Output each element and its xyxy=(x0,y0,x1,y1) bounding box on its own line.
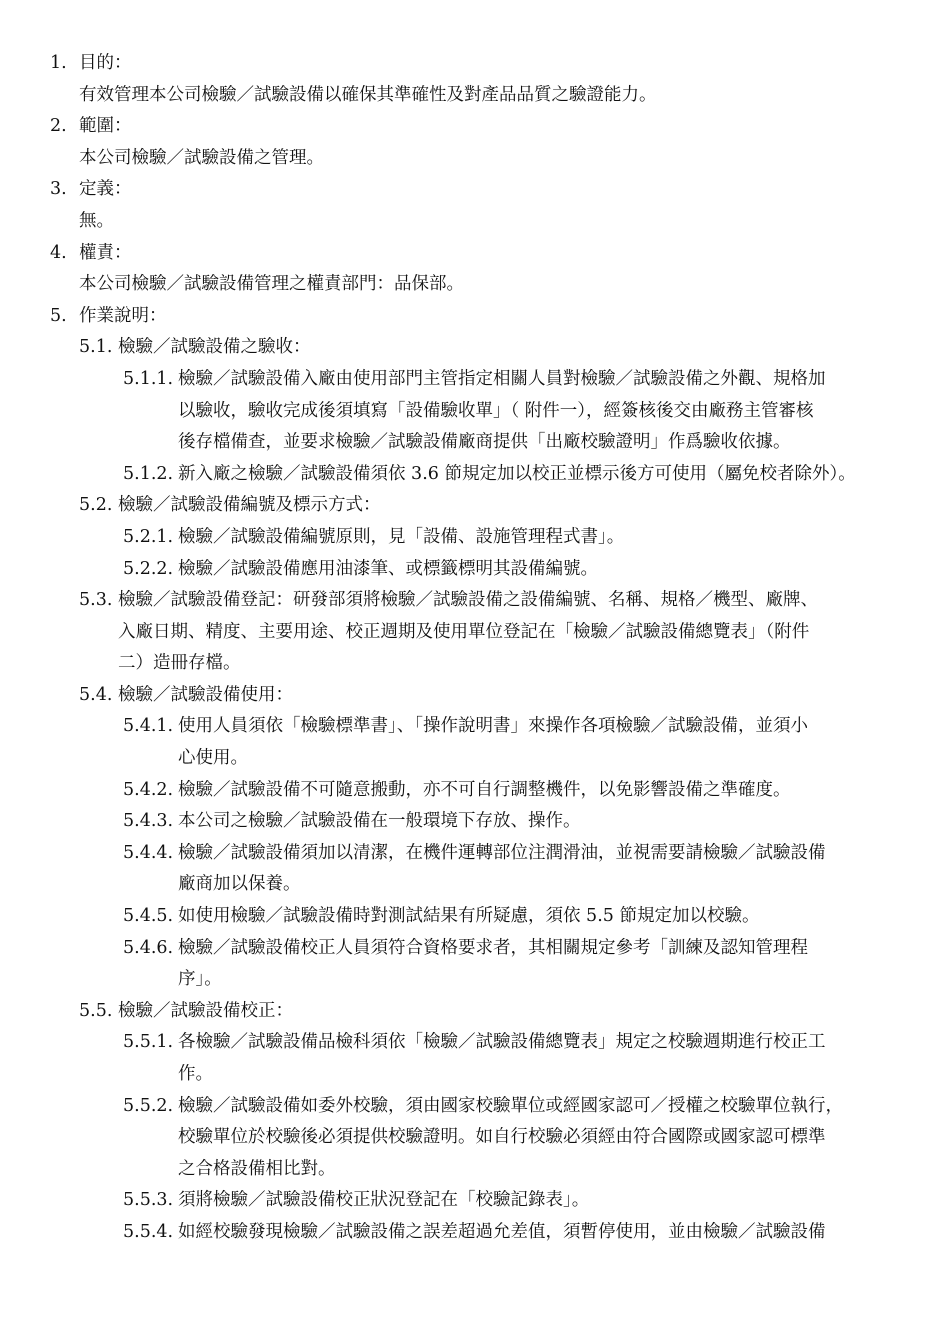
section-text: 檢驗／試驗設備登記：研發部須將檢驗／試驗設備之設備編號、名稱、規格／機型、廠牌、 xyxy=(118,590,818,611)
section-line xyxy=(0,585,950,617)
section-line xyxy=(0,490,950,522)
section-line xyxy=(0,1091,950,1123)
section-text: 使用人員須依「檢驗標準書」、「操作說明書」來操作各項檢驗／試驗設備，並須小 xyxy=(178,716,808,737)
section-number: 5.4.5. xyxy=(123,906,174,927)
section-line xyxy=(0,775,950,807)
section-number: 5.4.4. xyxy=(123,842,174,863)
section-text: 範圍： xyxy=(79,116,132,137)
section-text: 無。 xyxy=(79,210,114,231)
section-line xyxy=(0,933,950,965)
section-number: 5.2.2. xyxy=(123,558,174,579)
section-number: 5.3. xyxy=(79,590,113,611)
section-text: 以驗收，驗收完成後須填寫「設備驗收單」（ 附件一），經簽核後交由廠務主管審核 xyxy=(178,400,814,421)
section-text: 校驗單位於校驗後必須提供校驗證明。如自行校驗必須經由符合國際或國家認可標準 xyxy=(178,1127,826,1148)
section-number: 5. xyxy=(50,305,67,326)
section-number: 5.4.6. xyxy=(123,937,174,958)
continuation-line xyxy=(0,743,950,775)
section-line xyxy=(0,301,950,333)
continuation-line xyxy=(0,869,950,901)
section-text: 各檢驗／試驗設備品檢科須依「檢驗／試驗設備總覽表」規定之校驗週期進行校正工 xyxy=(178,1032,826,1053)
section-text: 檢驗／試驗設備須加以清潔，在機件運轉部位注潤滑油，並視需要請檢驗／試驗設備 xyxy=(178,842,826,863)
section-line xyxy=(0,459,950,491)
section-text: 檢驗／試驗設備編號原則，見「設備、設施管理程式書」。 xyxy=(178,526,625,547)
procedure-body xyxy=(0,48,950,1249)
section-line xyxy=(0,238,950,270)
continuation-line xyxy=(0,1122,950,1154)
section-line xyxy=(0,1185,950,1217)
section-number: 5.1.2. xyxy=(123,463,174,484)
section-line xyxy=(0,901,950,933)
continuation-line xyxy=(0,964,950,996)
section-number: 5.1. xyxy=(79,337,113,358)
section-number: 5.5.3. xyxy=(123,1190,174,1211)
section-line xyxy=(0,711,950,743)
section-number: 5.4.1. xyxy=(123,716,174,737)
section-text: 本公司之檢驗／試驗設備在一般環境下存放、操作。 xyxy=(178,811,581,832)
section-text: 後存檔備查，並要求檢驗／試驗設備廠商提供「出廠校驗證明」作爲驗收依據。 xyxy=(178,432,791,453)
section-text: 有效管理本公司檢驗／試驗設備以確保其準確性及對產品品質之驗證能力。 xyxy=(79,84,657,105)
section-text: 入廠日期、精度、主要用途、校正週期及使用單位登記在「檢驗／試驗設備總覽表」（附件 xyxy=(118,621,810,642)
section-line xyxy=(0,522,950,554)
section-number: 5.1.1. xyxy=(123,368,174,389)
section-text: 目的： xyxy=(79,53,132,73)
section-text: 檢驗／試驗設備校正： xyxy=(118,1000,293,1021)
continuation-line xyxy=(0,143,950,175)
section-number: 5.4. xyxy=(79,684,113,705)
section-number: 5.2.1. xyxy=(123,526,174,547)
section-line xyxy=(0,174,950,206)
section-line xyxy=(0,332,950,364)
section-text: 須將檢驗／試驗設備校正狀況登記在「校驗記錄表」。 xyxy=(178,1190,590,1211)
section-text: 二）造冊存檔。 xyxy=(118,653,241,674)
section-line xyxy=(0,838,950,870)
section-number: 1. xyxy=(50,53,67,73)
section-text: 檢驗／試驗設備如委外校驗，須由國家校驗單位或經國家認可／授權之校驗單位執行， xyxy=(178,1095,843,1116)
continuation-line xyxy=(0,206,950,238)
section-number: 5.5.1. xyxy=(123,1032,174,1053)
section-line xyxy=(0,554,950,586)
section-text: 檢驗／試驗設備應用油漆筆、或標籤標明其設備編號。 xyxy=(178,558,598,579)
section-number: 5.4.2. xyxy=(123,779,174,800)
section-number: 2. xyxy=(50,116,67,137)
section-text: 檢驗／試驗設備校正人員須符合資格要求者，其相關規定參考「訓練及認知管理程 xyxy=(178,937,808,958)
continuation-line xyxy=(0,396,950,428)
section-number: 5.5. xyxy=(79,1000,113,1021)
section-line xyxy=(0,680,950,712)
section-number: 5.5.2. xyxy=(123,1095,174,1116)
section-text: 如經校驗發現檢驗／試驗設備之誤差超過允差值，須暫停使用，並由檢驗／試驗設備 xyxy=(178,1221,826,1242)
continuation-line xyxy=(0,80,950,112)
section-number: 4. xyxy=(50,242,67,263)
section-text: 定義： xyxy=(79,179,132,200)
continuation-line xyxy=(0,269,950,301)
continuation-line xyxy=(0,1059,950,1091)
section-text: 序」。 xyxy=(178,969,222,990)
section-text: 心使用。 xyxy=(178,748,248,769)
section-line xyxy=(0,364,950,396)
continuation-line xyxy=(0,1154,950,1186)
continuation-line xyxy=(0,648,950,680)
section-text: 本公司檢驗／試驗設備之管理。 xyxy=(79,147,324,168)
section-line xyxy=(0,996,950,1028)
section-number: 5.4.3. xyxy=(123,811,174,832)
section-number: 5.2. xyxy=(79,495,113,516)
continuation-line xyxy=(0,427,950,459)
section-text: 檢驗／試驗設備編號及標示方式： xyxy=(118,495,381,516)
section-line xyxy=(0,111,950,143)
section-text: 檢驗／試驗設備不可隨意搬動，亦不可自行調整機件，以免影響設備之準確度。 xyxy=(178,779,791,800)
section-text: 檢驗／試驗設備之驗收： xyxy=(118,337,311,358)
section-number: 3. xyxy=(50,179,67,200)
section-line xyxy=(0,1027,950,1059)
section-number: 5.5.4. xyxy=(123,1221,174,1242)
section-text: 檢驗／試驗設備使用： xyxy=(118,684,293,705)
section-text: 檢驗／試驗設備入廠由使用部門主管指定相關人員對檢驗／試驗設備之外觀、規格加 xyxy=(178,368,826,389)
section-text: 如使用檢驗／試驗設備時對測試結果有所疑慮，須依 5.5 節規定加以校驗。 xyxy=(178,906,760,927)
section-text: 作業說明： xyxy=(79,305,167,326)
section-text: 之合格設備相比對。 xyxy=(178,1158,336,1179)
section-line xyxy=(0,1217,950,1249)
continuation-line xyxy=(0,617,950,649)
section-text: 作。 xyxy=(178,1064,213,1084)
section-line xyxy=(0,806,950,838)
section-line xyxy=(0,48,950,80)
section-text: 廠商加以保養。 xyxy=(178,874,301,895)
section-text: 權責： xyxy=(79,242,132,263)
section-text: 新入廠之檢驗／試驗設備須依 3.6 節規定加以校正並標示後方可使用（屬免校者除外）。 xyxy=(178,463,856,484)
section-text: 本公司檢驗／試驗設備管理之權責部門：品保部。 xyxy=(79,274,464,295)
